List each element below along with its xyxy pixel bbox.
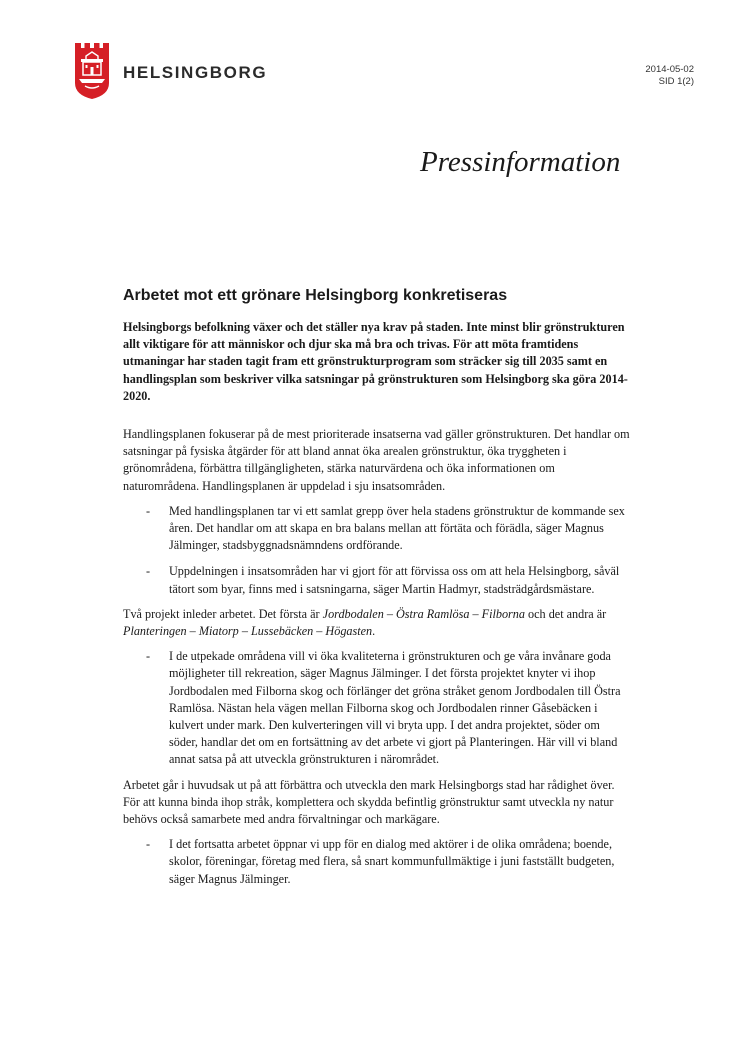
list-dash: - (146, 649, 151, 664)
projects-suffix: . (372, 624, 376, 639)
city-crest-icon (74, 43, 110, 99)
projects-prefix: Två projekt inleder arbetet. Det första är (123, 606, 323, 621)
closing-paragraph: Arbetet går i huvudsak ut på att förbättra och utveckla den mark Helsingborgs stad har rådighet över. För att kunna binda ihop stråk, komplettera och skydda befintlig grönstruktur samt utveckla ny natur behövs också samarbete med andra förvaltningar och markägare. (123, 777, 615, 827)
project-name: Jordbodalen – Östra Ramlösa – Filborna (322, 606, 525, 621)
quote-text: I det fortsatta arbetet öppnar vi upp för en dialog med aktörer i de olika områdena; boende, skolor, föreningar, företag med flera, så snart kommunfullmäktige i juni fastställt budgeten, säger Magnus Jälminger. (169, 837, 615, 886)
quote-text: Med handlingsplanen tar vi ett samlat grepp över hela stadens grönstruktur de kommande sex åren. Det handlar om att skapa en bra balans mellan att förtäta och förädla, säger Magnus Jälminger, stadsbyggnadsnämndens ordförande. (169, 503, 625, 553)
quote-text: Uppdelningen i insatsområden har vi gjort för att förvissa oss om att hela Helsingborg, såväl tätort som byar, finns med i satsningarna, säger Martin Hadmyr, stadsträdgårdsmästare. (169, 564, 620, 596)
org-name: HELSINGBORG (123, 63, 268, 82)
quote-text: I de utpekade områdena vill vi öka kvaliteterna i grönstrukturen och ge våra invånare goda möjligheter till rekreation, säger Magnus Jälminger. I det första projektet knyter vi ihop Jordbodalen med Filborna skog och förlänger det gröna stråket genom Jordbodalen till Östra Ramlösa. Nästan hela vägen mellan Filborna skog och Jordbodalen rinner Gåsebäcken i kulvert under mark. Den kulverteringen vill vi bryta upp. I det andra projektet, söder om söder, handlar det om en fortsättning av det arbete vi gjort på Planteringen. Här vill vi bland annat satsa på att utveckla grönstrukturen i närområdet. (169, 649, 621, 767)
projects-paragraph (123, 606, 631, 640)
project-name: Planteringen – Miatorp – Lussebäcken – Högasten (123, 624, 373, 639)
article-title: Arbetet mot ett grönare Helsingborg konkretiseras (123, 287, 508, 304)
article-body (123, 319, 631, 888)
quote-item (123, 503, 631, 555)
document-type: Pressinformation (420, 146, 621, 178)
page-number: SID 1(2) (658, 76, 694, 87)
quote-item (123, 648, 631, 768)
projects-middle: och det andra är (525, 606, 607, 621)
intro-paragraph: Handlingsplanen fokuserar på de mest prioriterade insatserna vad gäller grönstrukturen. Det handlar om satsningar på fysiska åtgärder för att bland annat öka arealen grönstruktur, öka tryggheten i grönområdena, förbättra tillgängligheten, stärka naturvärdena och öka informationen om naturområdena. Handlingsplanen är uppdelad i sju insatsområden. (123, 427, 630, 493)
lead-paragraph: Helsingborgs befolkning växer och det ställer nya krav på staden. Inte minst blir grönstrukturen allt viktigare för att människor och djur ska må bra och trivas. För att möta framtidens utmaningar har staden tagit fram ett grönstrukturprogram som sträcker sig till 2035 samt en handlingsplan som beskriver vilka satsningar på grönstrukturen som Helsingborg ska göra 2014-2020. (123, 320, 628, 403)
document-date: 2014-05-02 (645, 64, 694, 75)
quote-item (123, 563, 631, 597)
city-logo (74, 43, 274, 99)
list-dash: - (146, 503, 151, 518)
list-dash: - (146, 837, 151, 852)
document-meta (645, 64, 694, 88)
list-dash: - (146, 564, 151, 579)
quote-item (123, 836, 631, 888)
